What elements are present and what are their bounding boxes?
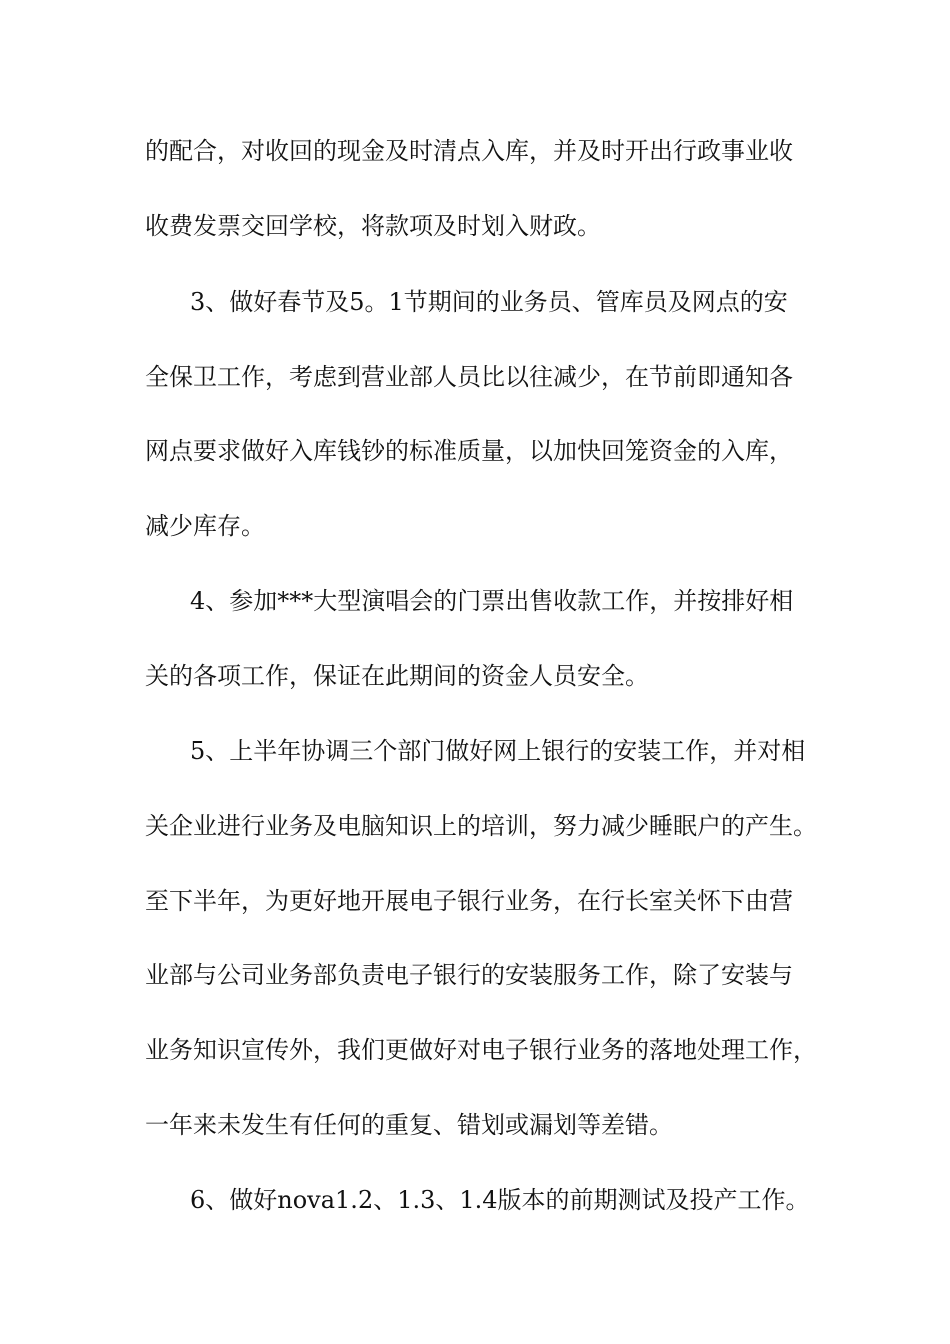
paragraph-5-start: 5、上半年协调三个部门做好网上银行的安装工作，并对相 xyxy=(190,737,806,765)
text-line: 关企业进行业务及电脑知识上的培训，努力减少睡眠户的产生。 xyxy=(145,812,817,840)
text-line: 网点要求做好入库钱钞的标准质量，以加快回笼资金的入库， xyxy=(145,437,793,465)
text-line: 业务知识宣传外，我们更做好对电子银行业务的落地处理工作， xyxy=(145,1036,817,1064)
text-line: 的配合，对收回的现金及时清点入库，并及时开出行政事业收 xyxy=(145,137,793,165)
paragraph-3-start: 3、做好春节及5。1节期间的业务员、管库员及网点的安 xyxy=(190,288,788,316)
text-line: 一年来未发生有任何的重复、错划或漏划等差错。 xyxy=(145,1111,673,1139)
text-line: 收费发票交回学校，将款项及时划入财政。 xyxy=(145,212,601,240)
paragraph-6-start: 6、做好nova1.2、1.3、1.4版本的前期测试及投产工作。 xyxy=(190,1186,810,1214)
text-line: 至下半年，为更好地开展电子银行业务，在行长室关怀下由营 xyxy=(145,887,793,915)
text-line: 关的各项工作，保证在此期间的资金人员安全。 xyxy=(145,662,649,690)
text-line: 全保卫工作，考虑到营业部人员比以往减少，在节前即通知各 xyxy=(145,363,793,391)
paragraph-4-start: 4、参加***大型演唱会的门票出售收款工作，并按排好相 xyxy=(190,587,794,615)
text-line: 减少库存。 xyxy=(145,512,265,540)
text-line: 业部与公司业务部负责电子银行的安装服务工作，除了安装与 xyxy=(145,961,793,989)
